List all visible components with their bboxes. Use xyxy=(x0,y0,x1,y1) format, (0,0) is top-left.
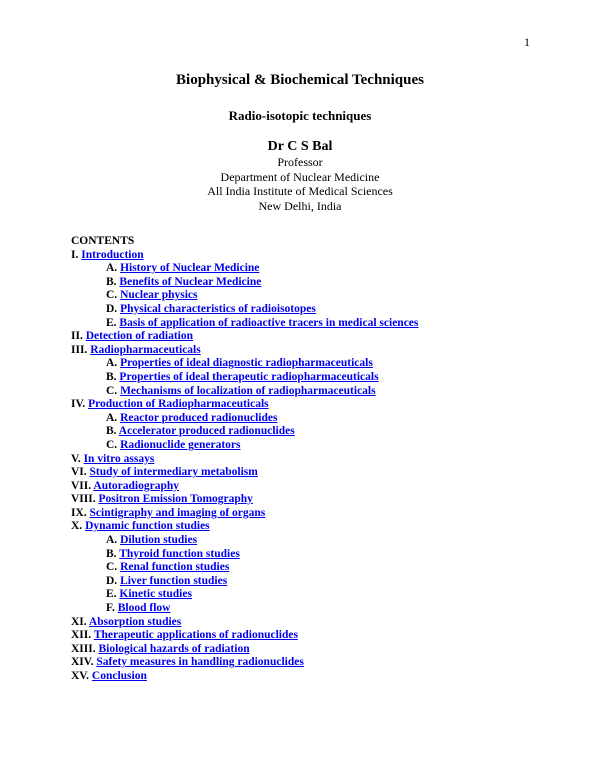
toc-entry xyxy=(71,385,571,399)
table-of-contents xyxy=(71,235,571,684)
toc-entry-number: A. xyxy=(106,262,118,275)
toc-entry-link[interactable]: Autoradiography xyxy=(93,479,180,492)
author-location: New Delhi, India xyxy=(258,198,342,213)
toc-entry-link[interactable]: Positron Emission Tomography xyxy=(98,493,253,506)
toc-entry xyxy=(71,493,571,507)
toc-entry xyxy=(71,588,571,602)
toc-entry-link[interactable]: Reactor produced radionuclides xyxy=(120,411,278,424)
toc-entry-link[interactable]: Therapeutic applications of radionuclides xyxy=(93,629,298,642)
author-name: Dr C S Bal xyxy=(267,139,333,154)
toc-entry xyxy=(71,357,571,371)
toc-entry-number: XIV. xyxy=(71,656,94,669)
author-title: Professor xyxy=(277,155,323,169)
toc-entry-number: C. xyxy=(106,289,118,302)
toc-entry xyxy=(71,412,571,426)
toc-entry xyxy=(71,507,571,521)
toc-entry-link[interactable]: Absorption studies xyxy=(88,615,182,628)
toc-entry-number: XV. xyxy=(71,670,90,682)
toc-entry-number: IV. xyxy=(71,398,86,411)
toc-entry-number: IX. xyxy=(71,506,87,519)
contents-heading: CONTENTS xyxy=(71,235,135,247)
toc-entry-link[interactable]: Production of Radiopharmaceuticals xyxy=(88,398,269,411)
document-subtitle: Radio-isotopic techniques xyxy=(228,108,372,123)
toc-entry-link[interactable]: Basis of application of radioactive tracers in medical sciences xyxy=(119,316,419,329)
toc-entry-number: I. xyxy=(71,248,79,261)
toc-entry xyxy=(71,249,571,263)
toc-entry-link[interactable]: Thyroid function studies xyxy=(119,547,240,560)
toc-entry-number: XIII. xyxy=(71,642,96,655)
toc-entry-link[interactable]: Dynamic function studies xyxy=(85,520,210,533)
toc-entry xyxy=(71,303,571,317)
toc-entry-number: C. xyxy=(106,438,118,451)
toc-entry xyxy=(71,425,571,439)
toc-entry-link[interactable]: Renal function studies xyxy=(120,561,230,574)
toc-entry xyxy=(71,398,571,412)
toc-entry xyxy=(71,602,571,616)
toc-entry-link[interactable]: Radionuclide generators xyxy=(120,438,241,451)
toc-entry-number: B. xyxy=(106,425,117,438)
toc-entry-link[interactable]: Introduction xyxy=(81,248,144,261)
page-number: 1 xyxy=(524,35,530,49)
toc-entry-number: III. xyxy=(71,343,88,356)
toc-entry xyxy=(71,480,571,494)
toc-entry-link[interactable]: Safety measures in handling radionuclides xyxy=(96,656,304,669)
toc-entry xyxy=(71,344,571,358)
toc-entry-link[interactable]: Nuclear physics xyxy=(120,289,198,302)
toc-entry-number: II. xyxy=(71,330,83,343)
toc-entry-number: D. xyxy=(106,574,118,587)
toc-entry-number: E. xyxy=(106,588,117,601)
toc-entry-number: XI. xyxy=(71,615,87,628)
toc-entry-link[interactable]: Benefits of Nuclear Medicine xyxy=(119,275,262,288)
author-department: Department of Nuclear Medicine xyxy=(220,169,380,184)
toc-entry-number: A. xyxy=(106,534,118,547)
toc-entry-link[interactable]: Scintigraphy and imaging of organs xyxy=(89,506,266,519)
toc-entry-link[interactable]: Properties of ideal diagnostic radiopharmaceuticals xyxy=(120,357,373,370)
toc-entry xyxy=(71,276,571,290)
toc-entry-number: VI. xyxy=(71,466,87,479)
author-block xyxy=(0,138,600,213)
toc-entry-number: B. xyxy=(106,275,117,288)
toc-entry xyxy=(71,534,571,548)
author-institute: All India Institute of Medical Sciences xyxy=(207,184,393,198)
toc-entry xyxy=(71,643,571,657)
toc-entry-link[interactable]: Mechanisms of localization of radiopharmaceuticals xyxy=(120,384,376,397)
toc-entry-link[interactable]: Detection of radiation xyxy=(85,330,194,343)
toc-entry xyxy=(71,453,571,467)
toc-entry xyxy=(71,439,571,453)
toc-entry-number: C. xyxy=(106,384,118,397)
toc-entry-link[interactable]: In vitro assays xyxy=(83,452,155,465)
toc-entry xyxy=(71,548,571,562)
toc-entry-link[interactable]: History of Nuclear Medicine xyxy=(120,262,260,275)
toc-entry xyxy=(71,317,571,331)
toc-entry xyxy=(71,466,571,480)
toc-entry-number: VII. xyxy=(71,479,92,492)
toc-entry-link[interactable]: Blood flow xyxy=(117,602,171,615)
toc-entry-number: D. xyxy=(106,302,118,315)
toc-entry-link[interactable]: Properties of ideal therapeutic radiopharmaceuticals xyxy=(119,370,379,383)
toc-entry-number: A. xyxy=(106,357,118,370)
toc-entry xyxy=(71,575,571,589)
toc-entry-link[interactable]: Liver function studies xyxy=(120,574,228,587)
toc-entry-link[interactable]: Radiopharmaceuticals xyxy=(90,343,201,356)
toc-entry xyxy=(71,561,571,575)
toc-entry-number: VIII. xyxy=(71,493,96,506)
toc-entry xyxy=(71,629,571,643)
toc-entry xyxy=(71,520,571,534)
toc-entry xyxy=(71,289,571,303)
toc-entry-number: B. xyxy=(106,547,117,560)
toc-entry-link[interactable]: Accelerator produced radionuclides xyxy=(118,425,295,438)
toc-entry-number: C. xyxy=(106,561,118,574)
toc-entry-link[interactable]: Study of intermediary metabolism xyxy=(89,466,258,479)
toc-entry-link[interactable]: Physical characteristics of radioisotopes xyxy=(120,302,316,315)
toc-entry-link[interactable]: Dilution studies xyxy=(120,534,198,547)
toc-entry-number: XII. xyxy=(71,629,92,642)
toc-entry-number: F. xyxy=(106,602,115,615)
toc-entry-link[interactable]: Biological hazards of radiation xyxy=(98,642,250,655)
toc-entry-link[interactable]: Conclusion xyxy=(91,670,147,682)
toc-entry xyxy=(71,371,571,385)
toc-entry-number: E. xyxy=(106,316,117,329)
toc-entry xyxy=(71,330,571,344)
toc-entry xyxy=(71,656,571,670)
toc-entry-number: A. xyxy=(106,411,118,424)
document-title: Biophysical & Biochemical Techniques xyxy=(176,72,424,88)
toc-entry-number: B. xyxy=(106,370,117,383)
toc-entry xyxy=(71,262,571,276)
contents-list xyxy=(71,249,571,684)
toc-entry xyxy=(71,670,571,684)
toc-entry-number: V. xyxy=(71,452,81,465)
toc-entry xyxy=(71,616,571,630)
toc-entry-link[interactable]: Kinetic studies xyxy=(119,588,192,601)
toc-entry-number: X. xyxy=(71,520,83,533)
